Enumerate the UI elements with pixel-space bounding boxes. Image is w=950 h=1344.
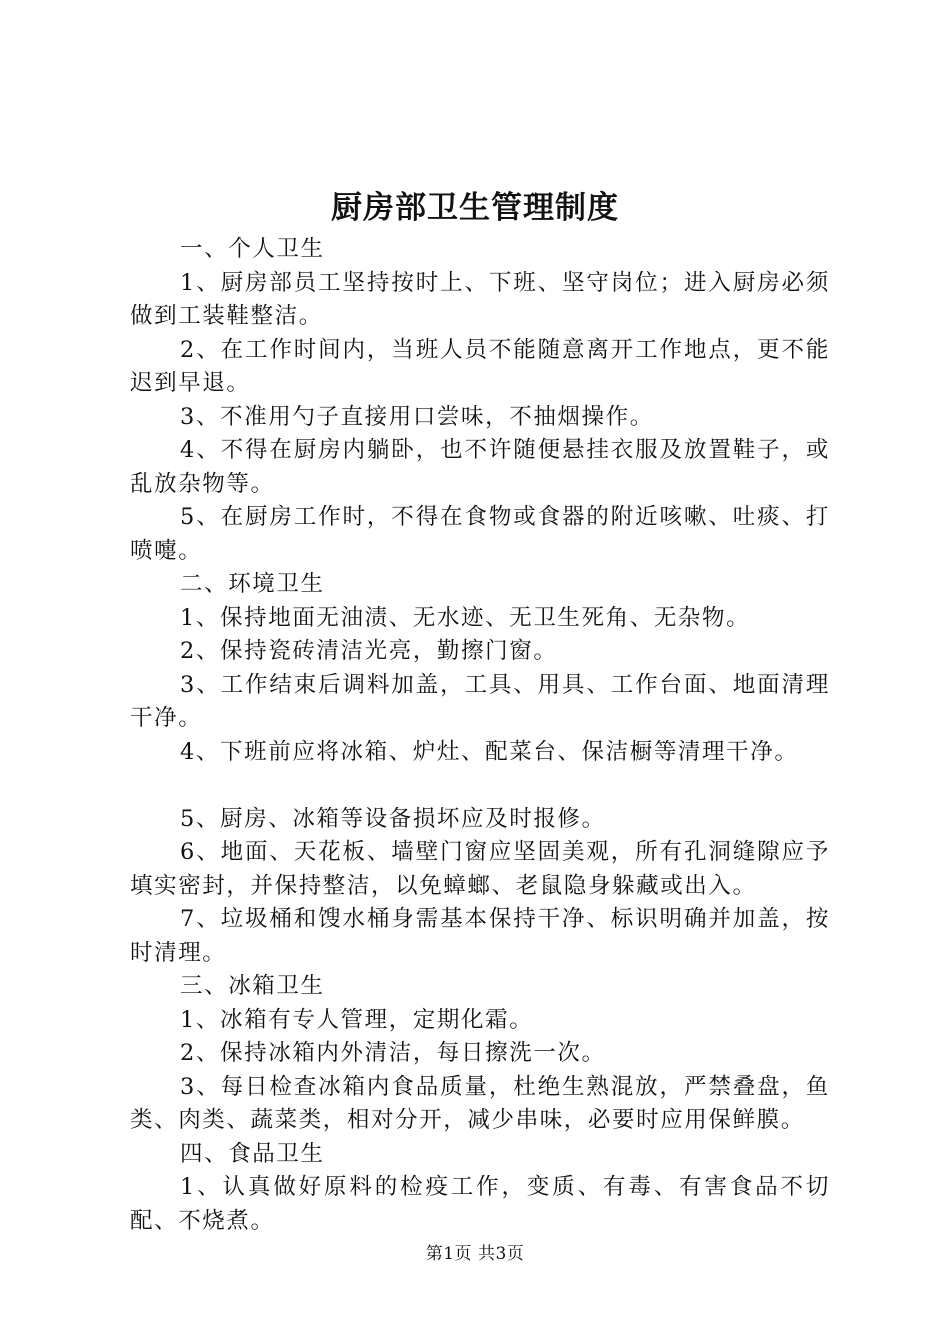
paragraph: 3、不准用勺子直接用口尝味，不抽烟操作。: [180, 403, 654, 430]
page-number-footer: 第1页 共3页: [425, 1244, 525, 1264]
blank-line: [130, 769, 830, 803]
paragraph: 3、每日检查冰箱内食品质量，杜绝生熟混放，严禁叠盘，鱼类、肉类、蔬菜类，相对分开，减少串味，必要时应用保鲜膜。: [130, 1073, 830, 1133]
paragraph: 4、下班前应将冰箱、炉灶、配菜台、保洁橱等清理干净。: [180, 738, 799, 765]
paragraph: 6、地面、天花板、墙壁门窗应坚固美观，所有孔洞缝隙应予填实密封，并保持整洁，以免蟑螂、老鼠隐身躲藏或出入。: [130, 839, 830, 899]
document-title: 厨房部卫生管理制度: [331, 190, 619, 226]
paragraph: 2、在工作时间内，当班人员不能随意离开工作地点，更不能迟到早退。: [130, 336, 830, 396]
paragraph: 5、厨房、冰箱等设备损坏应及时报修。: [180, 805, 606, 832]
paragraph: 1、认真做好原料的检疫工作，变质、有毒、有害食品不切配、不烧煮。: [130, 1174, 830, 1234]
paragraph: 1、冰箱有专人管理，定期化霜。: [180, 1006, 534, 1033]
paragraph: 1、厨房部员工坚持按时上、下班、坚守岗位；进入厨房必须做到工装鞋整洁。: [130, 269, 830, 329]
section-heading-environment-hygiene: 二、环境卫生: [180, 571, 325, 597]
paragraph: 5、在厨房工作时，不得在食物或食器的附近咳嗽、吐痰、打喷嚏。: [130, 504, 830, 564]
paragraph: 1、保持地面无油渍、无水迹、无卫生死角、无杂物。: [180, 604, 751, 631]
paragraph: 3、工作结束后调料加盖，工具、用具、工作台面、地面清理干净。: [130, 671, 830, 731]
paragraph: 2、保持冰箱内外清洁，每日擦洗一次。: [180, 1040, 606, 1066]
section-heading-personal-hygiene: 一、个人卫生: [180, 236, 325, 262]
section-heading-food-hygiene: 四、食品卫生: [180, 1140, 325, 1167]
document-body: [130, 233, 830, 1238]
paragraph: 4、不得在厨房内躺卧，也不许随便悬挂衣服及放置鞋子，或乱放杂物等。: [130, 437, 830, 497]
paragraph: 2、保持瓷砖清洁光亮，勤擦门窗。: [180, 638, 558, 664]
paragraph: 7、垃圾桶和馊水桶身需基本保持干净、标识明确并加盖，按时清理。: [130, 906, 830, 966]
section-heading-fridge-hygiene: 三、冰箱卫生: [180, 973, 325, 999]
